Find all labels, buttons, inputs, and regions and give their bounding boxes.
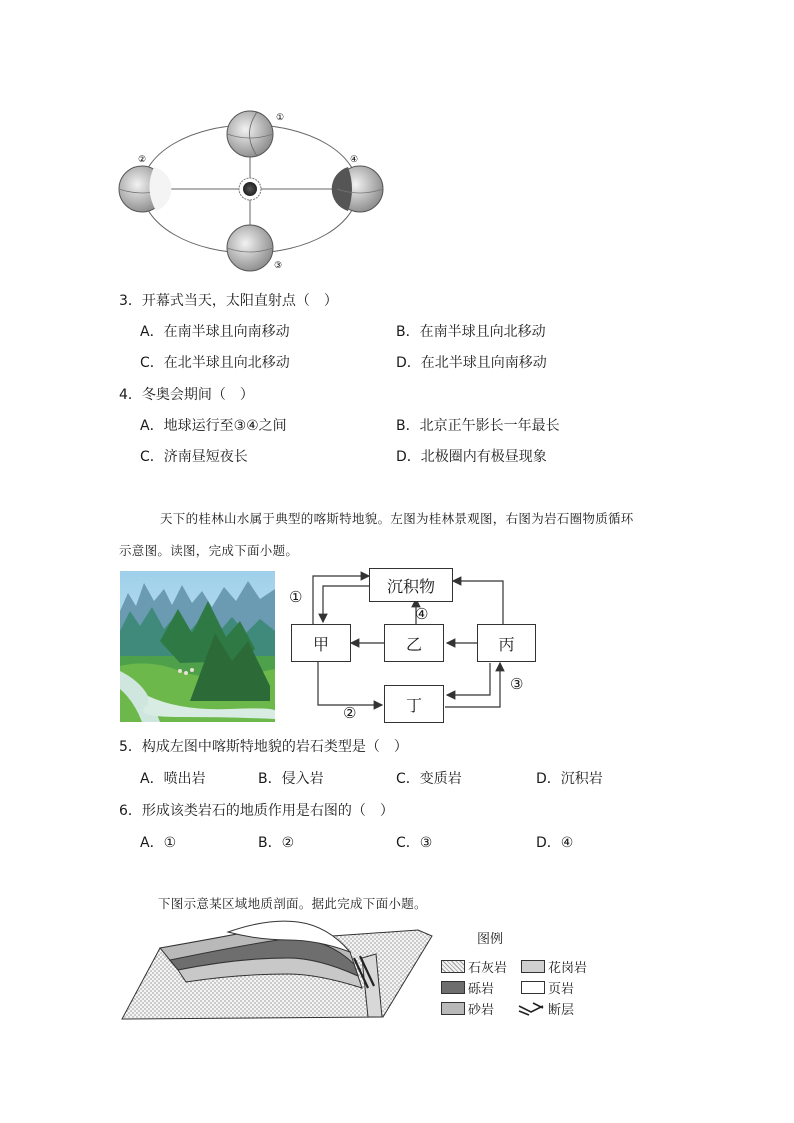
earth-position-4 — [332, 166, 383, 212]
q5-option-c[interactable]: C．变质岩 — [396, 771, 462, 787]
arrow-label-2: ② — [343, 704, 357, 722]
q6-option-d[interactable]: D．④ — [536, 835, 574, 851]
sandstone-swatch — [441, 1002, 465, 1015]
legend-limestone: 石灰岩 — [441, 957, 507, 976]
q6-option-a[interactable]: A．① — [140, 835, 177, 851]
label-pos-3: ③ — [274, 261, 283, 271]
granite-swatch — [521, 960, 545, 973]
q6-option-b[interactable]: B．② — [258, 835, 295, 851]
earth-position-1 — [227, 111, 273, 157]
legend-shale: 页岩 — [521, 978, 574, 997]
rock-cycle-diagram — [285, 565, 540, 725]
node-ding: 丁 — [384, 685, 444, 723]
q5-stem: 5．构成左图中喀斯特地貌的岩石类型是（ ） — [119, 739, 408, 755]
guilin-landscape-photo — [120, 571, 275, 722]
earth-position-3 — [227, 225, 273, 271]
earth-orbit-diagram — [110, 100, 400, 280]
intro2-line2: 示意图。读图，完成下面小题。 — [119, 543, 299, 558]
intro3-line1: 下图示意某区域地质剖面。据此完成下面小题。 — [158, 896, 427, 911]
arrow-label-3: ③ — [510, 675, 524, 693]
q6-stem: 6．形成该类岩石的地质作用是右图的（ ） — [119, 803, 394, 819]
legend-conglomerate: 砾岩 — [441, 978, 494, 997]
legend-fault: 断层 — [517, 999, 574, 1018]
limestone-swatch — [441, 960, 465, 973]
q4-option-b[interactable]: B．北京正午影长一年最长 — [396, 418, 560, 434]
q4-option-a[interactable]: A．地球运行至③④之间 — [140, 418, 287, 434]
q5-option-a[interactable]: A．喷出岩 — [140, 771, 206, 787]
earth-position-2 — [119, 166, 171, 212]
fault-symbol-icon — [517, 1002, 545, 1016]
legend-sandstone: 砂岩 — [441, 999, 494, 1018]
label-pos-4: ④ — [350, 155, 359, 165]
label-pos-1: ① — [276, 113, 285, 123]
intro2-line1: 天下的桂林山水属于典型的喀斯特地貌。左图为桂林景观图，右图为岩石圈物质循环 — [160, 511, 634, 526]
conglomerate-swatch — [441, 981, 465, 994]
arrow-label-1: ① — [289, 588, 303, 606]
legend-granite: 花岗岩 — [521, 957, 587, 976]
q3-option-a[interactable]: A．在南半球且向南移动 — [140, 324, 290, 340]
q5-option-d[interactable]: D．沉积岩 — [536, 771, 603, 787]
q6-option-c[interactable]: C．③ — [396, 835, 433, 851]
q4-option-d[interactable]: D．北极圈内有极昼现象 — [396, 449, 547, 465]
q3-option-d[interactable]: D．在北半球且向南移动 — [396, 355, 547, 371]
q4-option-c[interactable]: C．济南昼短夜长 — [140, 449, 248, 465]
q3-option-b[interactable]: B．在南半球且向北移动 — [396, 324, 546, 340]
legend-title: 图例 — [477, 932, 504, 947]
shale-swatch — [521, 981, 545, 994]
node-jia: 甲 — [291, 624, 351, 662]
q4-stem: 4．冬奥会期间（ ） — [119, 387, 254, 403]
node-sediment: 沉积物 — [369, 568, 453, 602]
q3-stem: 3．开幕式当天，太阳直射点（ ） — [119, 293, 338, 309]
q5-option-b[interactable]: B．侵入岩 — [258, 771, 324, 787]
node-bing: 丙 — [477, 624, 536, 662]
arrow-label-4: ④ — [415, 605, 429, 623]
geologic-cross-section — [118, 918, 438, 1022]
q3-option-c[interactable]: C．在北半球且向北移动 — [140, 355, 290, 371]
label-pos-2: ② — [138, 155, 147, 165]
node-yi: 乙 — [384, 624, 444, 662]
